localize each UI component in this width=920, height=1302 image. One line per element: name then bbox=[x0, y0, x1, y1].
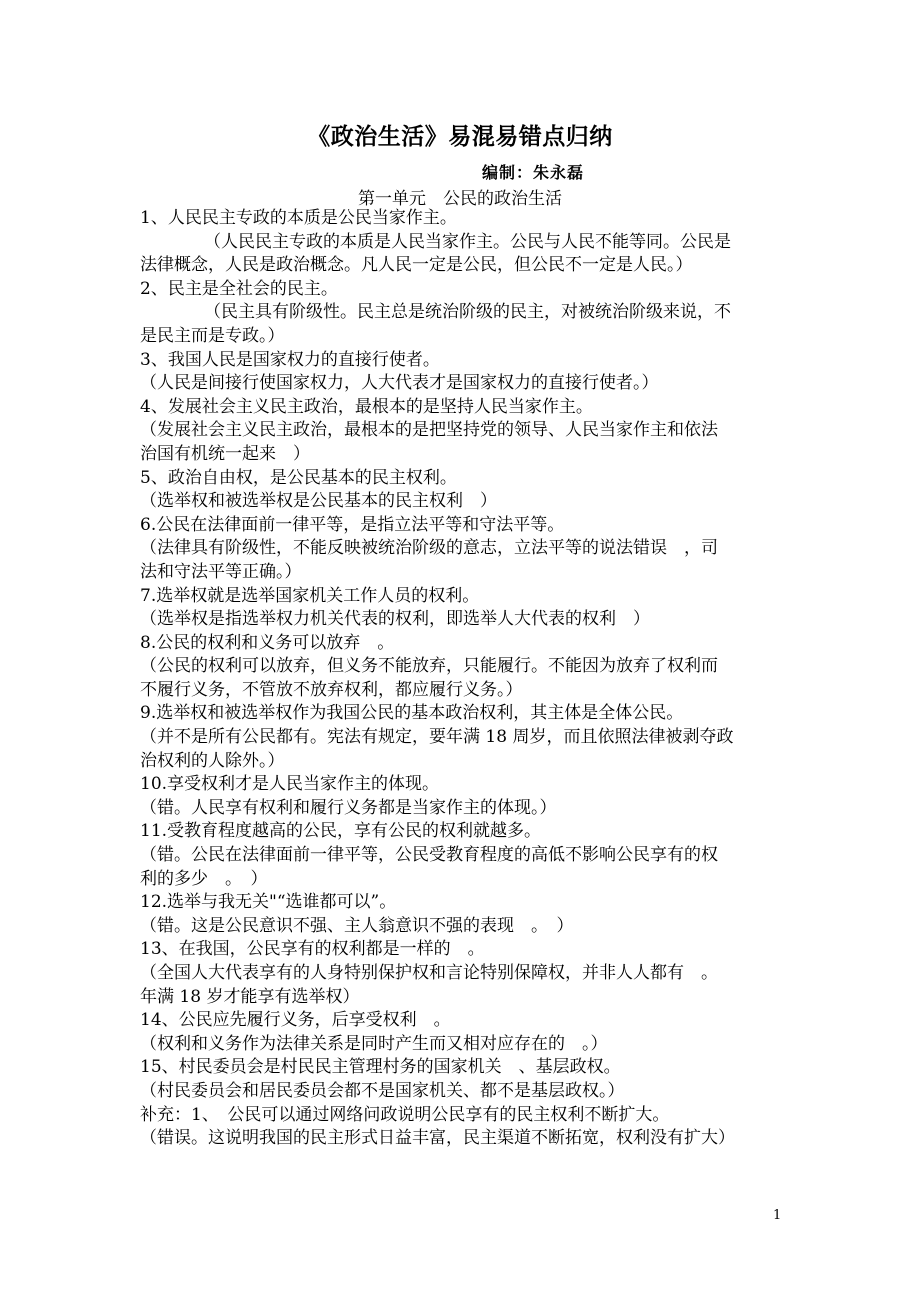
text-line: 15、村民委员会是村民民主管理村务的国家机关 、基层政权。 bbox=[140, 1057, 621, 1078]
text-line: （错。这是公民意识不强、主人翁意识不强的表现 。 ） bbox=[140, 915, 574, 936]
text-line: 4、发展社会主义民主政治，最根本的是坚持人民当家作主。 bbox=[140, 396, 593, 417]
text-line: （公民的权利可以放弃，但义务不能放弃，只能履行。不能因为放弃了权利而 bbox=[140, 656, 718, 677]
text-line: （错。人民享有权利和履行义务都是当家作主的体现。） bbox=[140, 797, 557, 818]
text-line: 法律概念，人民是政治概念。凡人民一定是公民，但公民不一定是人民。） bbox=[140, 255, 693, 276]
text-line: 8.公民的权利和义务可以放弃 。 bbox=[140, 632, 395, 653]
text-line: 5、政治自由权，是公民基本的民主权利。 bbox=[140, 467, 457, 488]
document-body bbox=[140, 207, 785, 1151]
unit-heading: 第一单元 公民的政治生活 bbox=[358, 189, 562, 209]
text-line: 是民主而是专政。） bbox=[140, 325, 285, 346]
text-line: 2、民主是全社会的民主。 bbox=[140, 278, 338, 299]
text-line: （民主具有阶级性。民主总是统治阶级的民主，对被统治阶级来说，不 bbox=[204, 302, 731, 323]
text-line: 10.享受权利才是人民当家作主的体现。 bbox=[140, 774, 440, 795]
text-line: 13、在我国，公民享有的权利都是一样的 。 bbox=[140, 939, 485, 960]
text-line: 补充：1、 公民可以通过网络问政说明公民享有的民主权利不断扩大。 bbox=[140, 1104, 670, 1125]
text-line: （人民民主专政的本质是人民当家作主。公民与人民不能等同。公民是 bbox=[204, 231, 731, 252]
text-line: 6.公民在法律面前一律平等，是指立法平等和守法平等。 bbox=[140, 514, 565, 535]
text-line: （村民委员会和居民委员会都不是国家机关、都不是基层政权。） bbox=[140, 1080, 625, 1101]
text-line: 治国有机统一起来 ） bbox=[140, 443, 310, 464]
text-line: 年满 18 岁才能享有选举权） bbox=[140, 986, 360, 1007]
page-number: 1 bbox=[773, 1208, 782, 1223]
text-line: （并不是所有公民都有。宪法有规定，要年满 18 周岁，而且依照法律被剥夺政 bbox=[140, 727, 734, 748]
text-line: 12.选举与我无关"“选谁都可以”。 bbox=[140, 892, 397, 913]
text-line: 不履行义务，不管放不放弃权利，都应履行义务。） bbox=[140, 679, 523, 700]
text-line: 1、人民民主专政的本质是公民当家作主。 bbox=[140, 208, 457, 228]
text-line: （全国人大代表享有的人身特别保护权和言论特别保障权，并非人人都有 。 bbox=[140, 963, 718, 983]
text-line: 3、我国人民是国家权力的直接行使者。 bbox=[140, 349, 440, 370]
text-line: 7.选举权就是选举国家机关工作人员的权利。 bbox=[140, 585, 480, 606]
document-title: 《政治生活》易混易错点归纳 bbox=[307, 124, 613, 150]
text-line: 治权利的人除外。） bbox=[140, 750, 285, 771]
text-line: 14、公民应先履行义务，后享受权利 。 bbox=[140, 1010, 451, 1031]
author-credit: 编制：朱永磊 bbox=[482, 163, 585, 182]
text-line: （法律具有阶级性，不能反映被统治阶级的意志，立法平等的说法错误 ，司 bbox=[140, 538, 718, 559]
text-line: 11.受教育程度越高的公民，享有公民的权利就越多。 bbox=[140, 821, 542, 842]
text-line: （选举权和被选举权是公民基本的民主权利 ） bbox=[140, 491, 497, 512]
text-line: （错误。这说明我国的民主形式日益丰富，民主渠道不断拓宽，权利没有扩大） bbox=[140, 1128, 735, 1149]
text-line: 法和守法平等正确。） bbox=[140, 561, 302, 582]
text-line: （权利和义务作为法律关系是同时产生而又相对应存在的 。） bbox=[140, 1033, 608, 1054]
text-line: 利的多少 。 ） bbox=[140, 868, 268, 889]
text-line: 9.选举权和被选举权作为我国公民的基本政治权利，其主体是全体公民。 bbox=[140, 703, 684, 724]
text-line: （错。公民在法律面前一律平等，公民受教育程度的高低不影响公民享有的权 bbox=[140, 845, 718, 866]
text-line: （发展社会主义民主政治，最根本的是把坚持党的领导、人民当家作主和依法 bbox=[140, 420, 718, 441]
text-line: （人民是间接行使国家权力，人大代表才是国家权力的直接行使者。） bbox=[140, 373, 659, 394]
text-line: （选举权是指选举权力机关代表的权利，即选举人大代表的权利 ） bbox=[140, 609, 650, 630]
